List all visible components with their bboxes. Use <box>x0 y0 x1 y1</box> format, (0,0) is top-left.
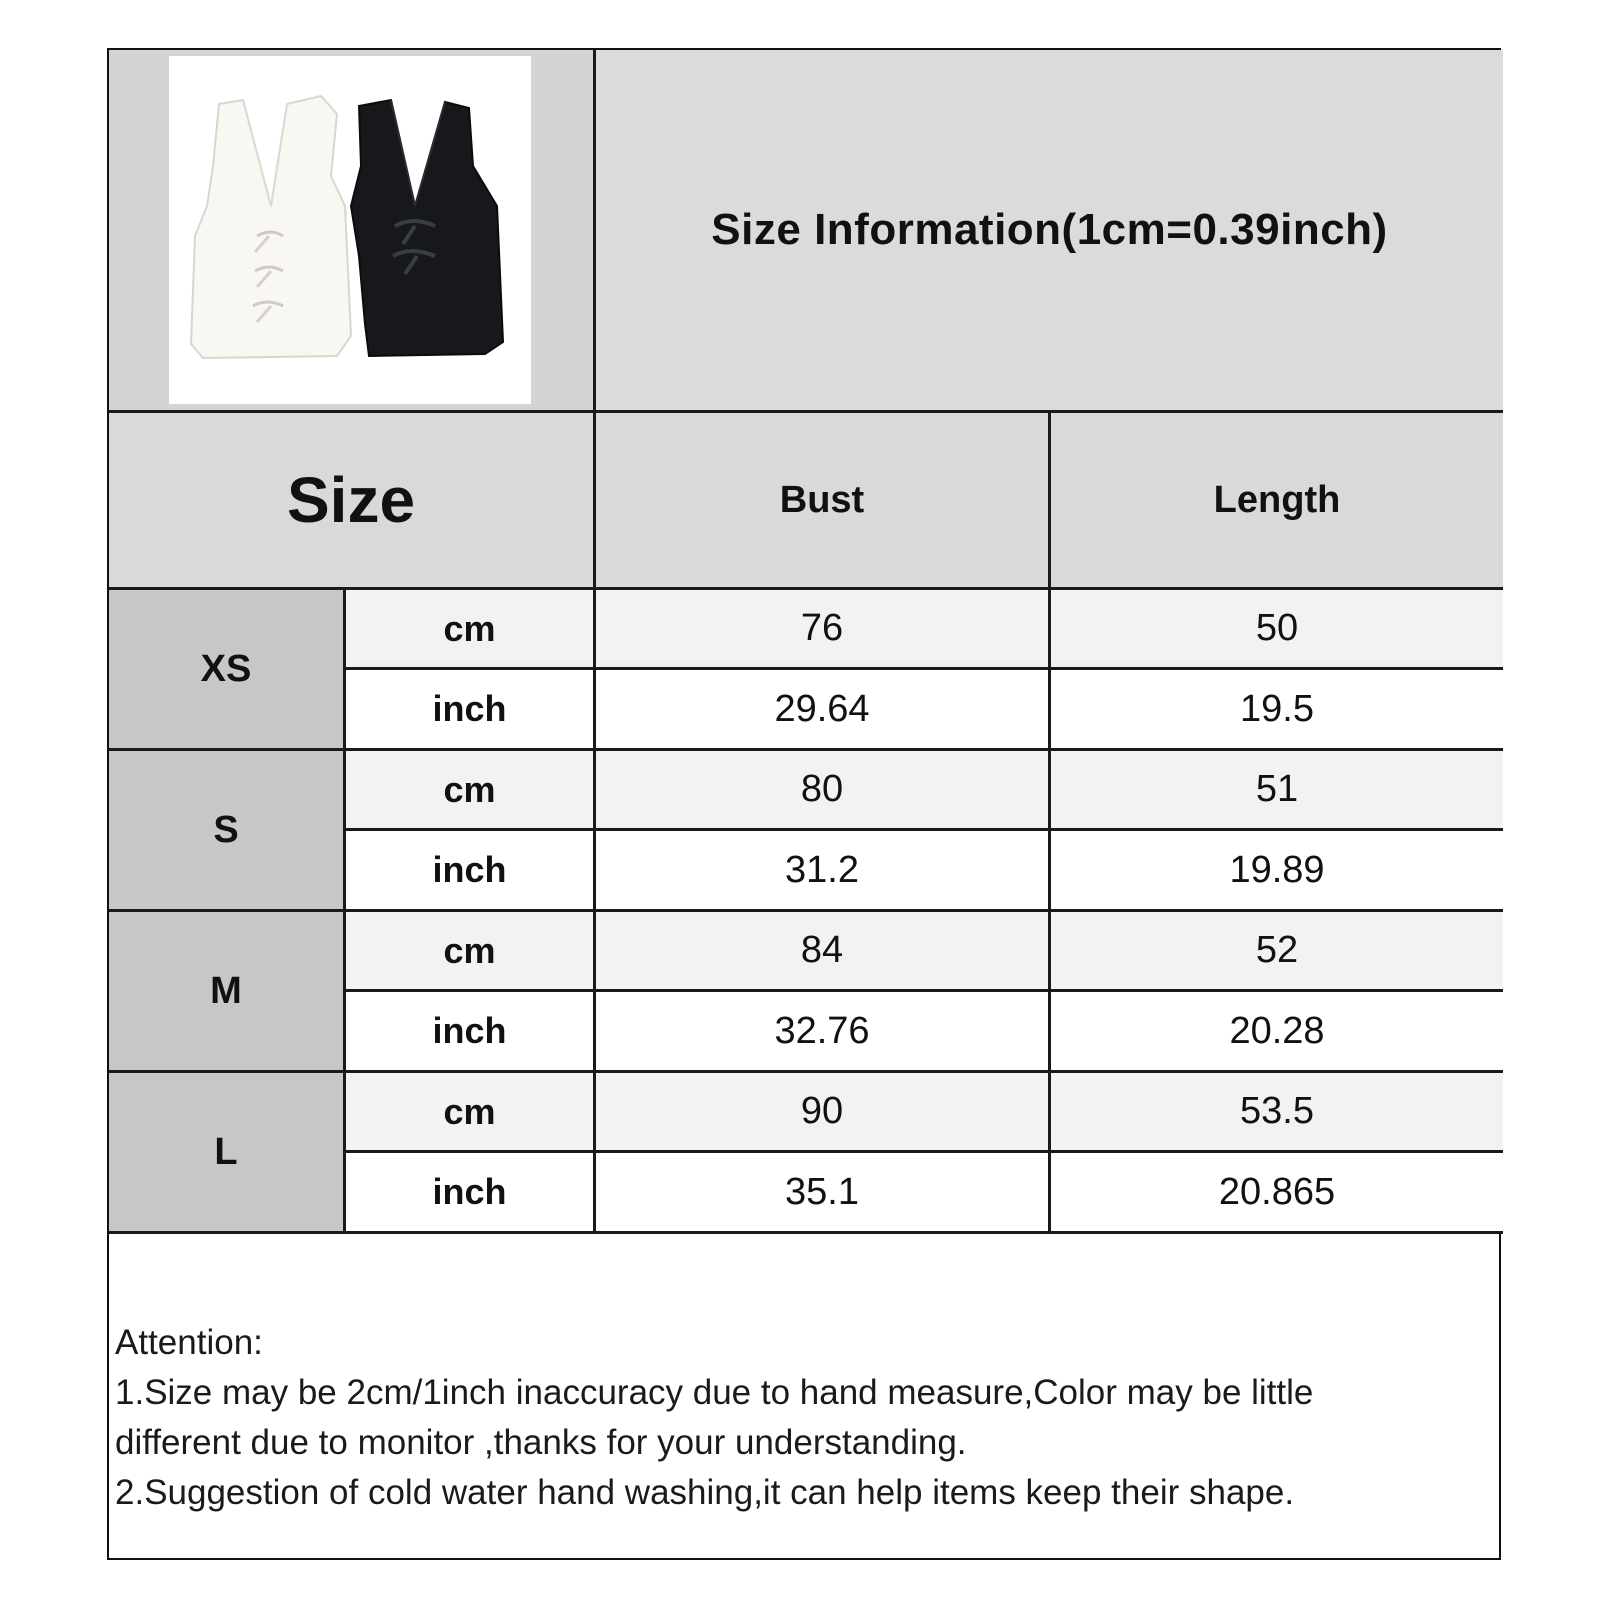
grid-line <box>109 587 1503 590</box>
size-chart <box>107 48 1501 1560</box>
bust-cm-value: 76 <box>596 590 1048 667</box>
grid-line <box>109 1231 1503 1234</box>
black-vest <box>351 100 503 356</box>
length-cm-value: 50 <box>1051 590 1503 667</box>
notes-heading: Attention: <box>115 1323 263 1362</box>
product-photo <box>169 56 531 404</box>
size-label: L <box>109 1073 343 1231</box>
bust-inch-value: 32.76 <box>596 992 1048 1070</box>
length-inch-value: 19.89 <box>1051 831 1503 909</box>
header-length: Length <box>1051 413 1503 587</box>
grid-line <box>109 410 1503 413</box>
length-inch-value: 20.865 <box>1051 1153 1503 1231</box>
bust-inch-value: 29.64 <box>596 670 1048 748</box>
bust-cm-value: 84 <box>596 912 1048 989</box>
grid-line <box>1048 413 1051 1231</box>
length-cm-value: 53.5 <box>1051 1073 1503 1150</box>
length-inch-value: 19.5 <box>1051 670 1503 748</box>
vest-icon <box>169 56 531 404</box>
unit-inch: inch <box>346 670 593 748</box>
size-info-title: Size Information(1cm=0.39inch) <box>711 205 1388 254</box>
grid-line <box>109 909 1503 912</box>
header-size: Size <box>109 413 593 587</box>
bust-cm-value: 90 <box>596 1073 1048 1150</box>
grid-line <box>593 50 596 1231</box>
grid-line <box>346 828 1503 831</box>
attention-notes <box>115 1318 1495 1518</box>
unit-cm: cm <box>346 912 593 989</box>
title-cell <box>596 50 1503 410</box>
note-line: different due to monitor ,thanks for your understanding. <box>115 1423 967 1462</box>
length-cm-value: 52 <box>1051 912 1503 989</box>
grid-line <box>109 1070 1503 1073</box>
grid-line <box>346 667 1503 670</box>
unit-cm: cm <box>346 1073 593 1150</box>
unit-inch: inch <box>346 1153 593 1231</box>
note-line: 1.Size may be 2cm/1inch inaccuracy due to hand measure,Color may be little <box>115 1373 1314 1412</box>
unit-inch: inch <box>346 992 593 1070</box>
length-cm-value: 51 <box>1051 751 1503 828</box>
note-line: 2.Suggestion of cold water hand washing,it can help items keep their shape. <box>115 1473 1295 1512</box>
grid-line <box>346 1150 1503 1153</box>
grid-line <box>346 989 1503 992</box>
size-label: XS <box>109 590 343 748</box>
size-label: S <box>109 751 343 909</box>
size-label: M <box>109 912 343 1070</box>
bust-inch-value: 35.1 <box>596 1153 1048 1231</box>
product-image-cell <box>109 50 593 410</box>
unit-cm: cm <box>346 751 593 828</box>
bust-cm-value: 80 <box>596 751 1048 828</box>
unit-inch: inch <box>346 831 593 909</box>
grid-line <box>109 748 1503 751</box>
white-vest <box>191 96 351 358</box>
bust-inch-value: 31.2 <box>596 831 1048 909</box>
length-inch-value: 20.28 <box>1051 992 1503 1070</box>
header-bust: Bust <box>596 413 1048 587</box>
grid-line <box>343 590 346 1231</box>
unit-cm: cm <box>346 590 593 667</box>
